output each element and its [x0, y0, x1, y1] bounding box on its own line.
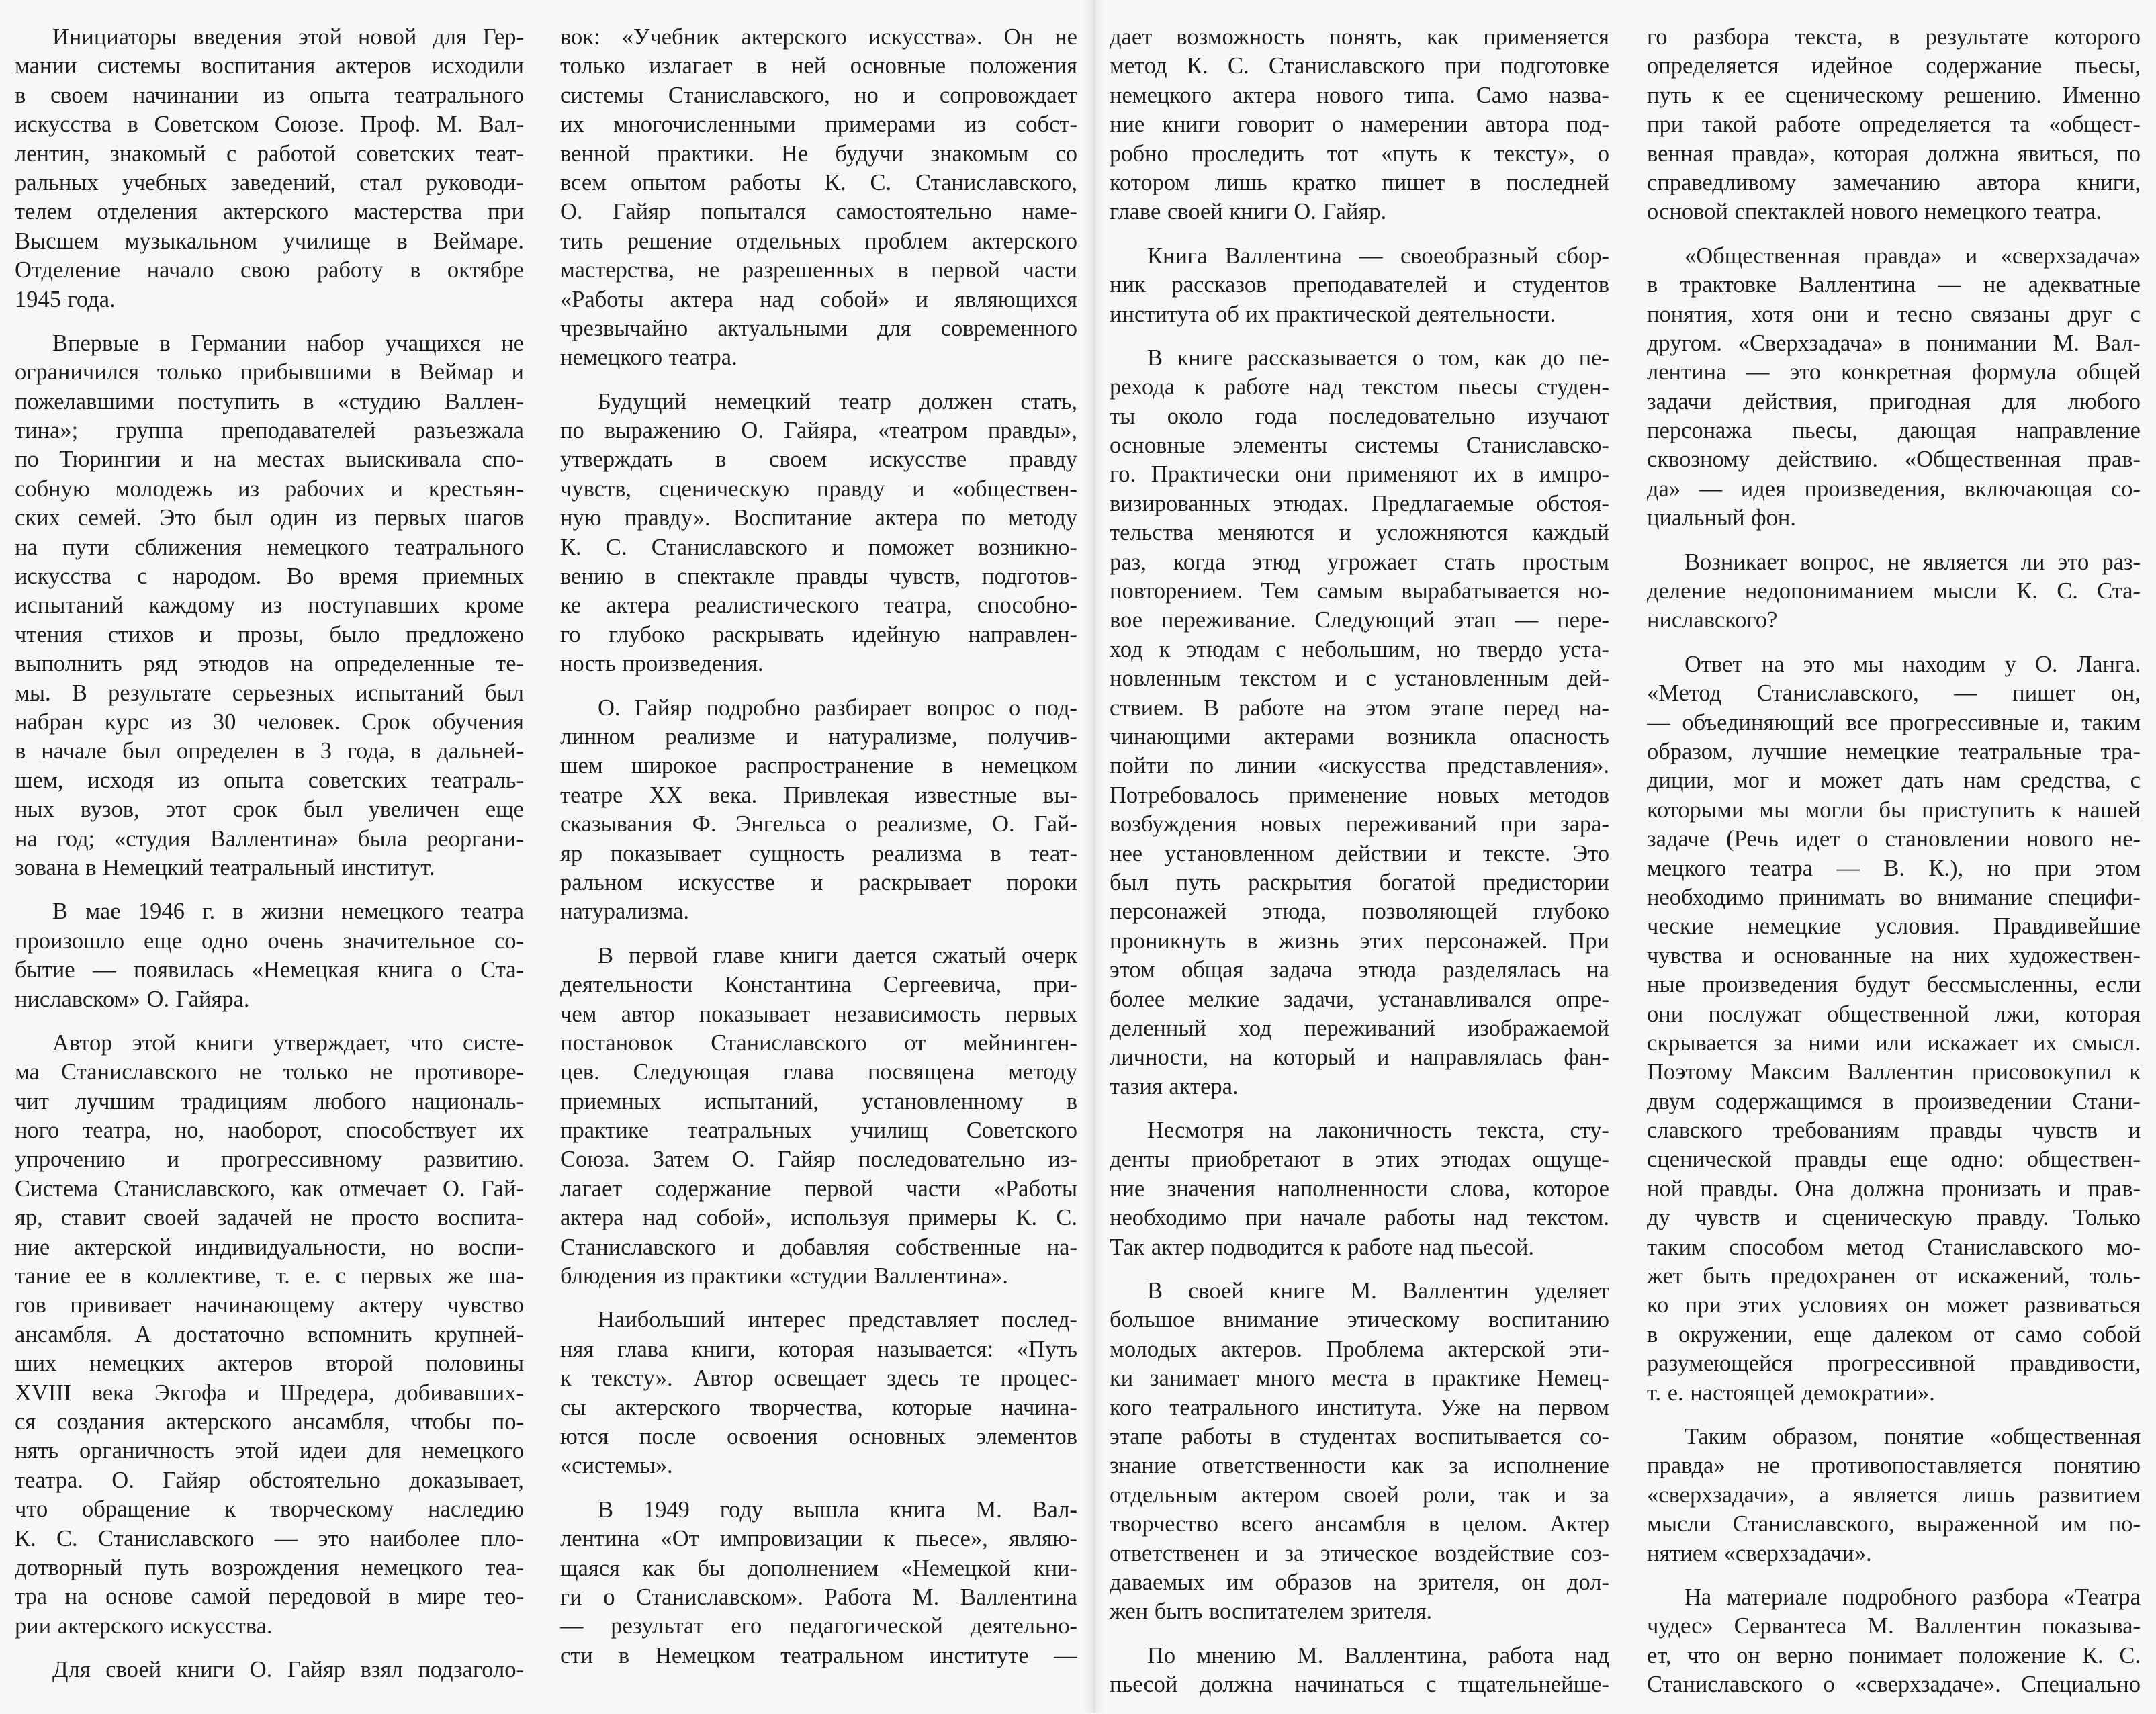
text-line: блюдения из практики «студии Валлентина». [560, 1263, 1009, 1290]
text-line: пожелавшими поступить в «студию Валлен- [15, 388, 524, 414]
text-line: чит лучшим традициям любого националь- [15, 1088, 524, 1114]
text-line: рии актерского искусства. [15, 1613, 273, 1639]
text-line: повторением. Тем самым вырабатывается но- [1110, 578, 1609, 604]
paragraph [1110, 1641, 1609, 1700]
text-line: мастерства, не разрешенных в первой части [560, 257, 1077, 283]
paragraph [1647, 1583, 2141, 1700]
paragraph [1647, 23, 2141, 227]
text-line: венная правда», которая должна явиться, по [1647, 140, 2141, 167]
text-line: натурализма. [560, 899, 689, 925]
text-line: К. С. Станиславского — это наиболее пло- [15, 1525, 524, 1551]
text-line: тра на основе самой передовой в мире тео- [15, 1584, 524, 1610]
paragraph [15, 23, 524, 314]
text-line: этапе работы в студентах воспитывается со- [1110, 1423, 1609, 1449]
text-line: ся создания актерского ансамбля, чтобы по- [15, 1408, 524, 1435]
text-line: необходимо принимать во внимание специфи- [1647, 884, 2141, 910]
text-line: Будущий немецкий театр должен стать, [598, 388, 1077, 414]
text-line: «Работы актера над собой» и являющихся [560, 286, 1077, 312]
text-line: испытаний каждому из поступавших кроме [15, 592, 524, 619]
text-line: по выражению О. Гайяра, «театром правды», [560, 418, 1077, 444]
text-line: щаяся как бы дополнением «Немецкой кни- [560, 1555, 1077, 1581]
text-line: актера над собой», используя примеры К. С. [560, 1205, 1077, 1231]
text-line: института об их практической деятельности. [1110, 301, 1556, 327]
text-line: шем широкое распространение в немецком [560, 753, 1077, 779]
text-line: «сверхзадачи», а является лишь развитием [1647, 1482, 2141, 1508]
paragraph [15, 1656, 524, 1684]
text-line: ограничился только прибывшими в Веймар и [15, 359, 524, 386]
text-line: при такой работе определяется та «общест- [1647, 111, 2141, 138]
text-line: понятия, хотя они и тесно связаны друг с [1647, 301, 2141, 327]
text-line: сквозному действию. «Общественная прав- [1647, 447, 2141, 473]
text-line: мецкого театра — В. К.), но при этом [1647, 855, 2141, 881]
text-line: чтения стихов и прозы, было предложено [15, 621, 524, 647]
text-line: тить решение отдельных проблем актерского [560, 228, 1077, 254]
text-line: был путь раскрытия богатой предистории [1110, 869, 1609, 895]
text-line: утверждать в своем искусстве правду [560, 447, 1077, 473]
text-line: Автор этой книги утверждает, что систе- [52, 1030, 524, 1056]
text-line: деятельности Константина Сергеевича, при- [560, 972, 1077, 998]
text-line: Возникает вопрос, не является ли это раз- [1685, 549, 2141, 575]
text-line: По мнению М. Валлентина, работа над [1147, 1642, 1609, 1668]
text-line: ма Станиславского не только не противоре- [15, 1059, 524, 1085]
text-line: вок: «Учебник актерского искусства». Он не [560, 24, 1077, 50]
text-line: в своем начинании из опыта театрального [15, 82, 524, 108]
text-column-2 [560, 23, 1077, 1685]
text-line: только излагает в ней основные положения [560, 53, 1077, 79]
text-line: ансамбля. А достаточно вспомнить крупней- [15, 1321, 524, 1347]
text-line: Несмотря на лаконичность текста, сту- [1147, 1118, 1609, 1144]
text-line: на пути сближения немецкого театрального [15, 534, 524, 560]
text-line: Высшем музыкальном училище в Веймаре. [15, 228, 524, 254]
text-line: вению в спектакле правды чувств, подготов- [560, 563, 1077, 590]
paragraph [560, 1496, 1077, 1670]
text-line: лагает содержание первой части «Работы [560, 1175, 1077, 1202]
paragraph [1110, 1116, 1609, 1262]
text-line: денты приобретают в этих этюдах ощуще- [1110, 1146, 1609, 1173]
paragraph [1110, 344, 1609, 1101]
text-line: основные элементы системы Станиславско- [1110, 433, 1609, 459]
text-line: главе своей книги О. Гайяр. [1110, 199, 1387, 225]
text-line: образом, лучшие немецкие театральные тра- [1647, 738, 2141, 764]
text-line: проникнуть в жизнь этих персонажей. При [1110, 928, 1609, 954]
text-line: по Тюрингии и на местах выискивала спо- [15, 447, 524, 473]
text-line: в трактовке Валлентина — не адекватные [1647, 272, 2141, 298]
text-line: постановок Станиславского от мейнинген- [560, 1030, 1077, 1056]
text-line: ет, что он верно понимает положение К. С. [1647, 1642, 2141, 1668]
text-line: Инициаторы введения этой новой для Гер- [52, 24, 524, 50]
text-line: таким способом метод Станиславского мо- [1647, 1234, 2141, 1260]
text-line: основой спектаклей нового немецкого театра. [1647, 199, 2102, 225]
text-line: личности, на который и направлялась фан- [1110, 1044, 1609, 1071]
paragraph [15, 897, 524, 1014]
paragraph [560, 942, 1077, 1292]
text-line: Станиславского о «сверхзадаче». Специально [1647, 1672, 2141, 1698]
text-line: яр показывает сущность реализма в теат- [560, 840, 1077, 866]
text-line: 1945 года. [15, 286, 116, 312]
text-line: ты около года последовательно изучают [1110, 403, 1609, 429]
text-line: чувства и основанные на них художествен- [1647, 942, 2141, 968]
text-line: в начале был определен в 3 года, в дальней- [15, 738, 524, 764]
text-line: ниславском» О. Гайяра. [15, 986, 250, 1012]
paragraph [15, 329, 524, 883]
text-line: театре XX века. Привлекая известные вы- [560, 782, 1077, 808]
text-line: выполнить ряд этюдов на определенные те- [15, 651, 524, 677]
text-line: ответственен и за этическое воздействие соз- [1110, 1540, 1609, 1566]
text-line: мании системы воспитания актеров исходили [15, 53, 524, 79]
text-line: чрезвычайно актуальными для современного [560, 315, 1077, 341]
text-line: Для своей книги О. Гайяр взял подзаголо- [52, 1657, 524, 1683]
text-line: справедливому замечанию автора книги, [1647, 169, 2141, 195]
text-line: чувств, сценическую правду и «обществен- [560, 476, 1077, 502]
text-line: гов прививает начинающему актеру чувство [15, 1292, 524, 1318]
text-line: знание ответственности как за исполнение [1110, 1453, 1609, 1479]
text-line: ного театра, но, наоборот, способствует их [15, 1118, 524, 1144]
text-line: В своей книге М. Валлентин уделяет [1147, 1278, 1609, 1304]
text-line: венной практики. Не будучи знакомым со [560, 140, 1077, 167]
text-line: тина»; группа преподавателей разъезжала [15, 418, 524, 444]
text-line: ние значения наполненности слова, которое [1110, 1175, 1609, 1202]
text-line: путь к ее сценическому решению. Именно [1647, 82, 2141, 108]
paragraph [1647, 548, 2141, 635]
text-line: системы Станиславского, но и сопровождает [560, 82, 1077, 108]
text-line: Поэтому Максим Валлентин присовокупил к [1647, 1059, 2141, 1085]
text-line: робно проследить тот «путь к тексту», о [1110, 140, 1609, 167]
text-line: О. Гайяр подробно разбирает вопрос о под- [598, 694, 1077, 721]
text-line: их многочисленными примерами из собст- [560, 111, 1077, 138]
text-line: жет быть предохранен от искажений, толь- [1647, 1263, 2141, 1290]
text-line: Станиславского и добавляя собственные на- [560, 1234, 1077, 1260]
text-line: на год; «студия Валлентина» была реоргани- [15, 825, 524, 852]
text-line: т. е. настоящей демократии». [1647, 1380, 1935, 1406]
text-line: ги о Станиславском». Работа М. Валлентина [560, 1584, 1077, 1610]
paragraph [1647, 650, 2141, 1408]
text-line: Книга Валлентина — своеобразный сбор- [1147, 242, 1609, 269]
text-line: они послужат общественной лжи, которая [1647, 1001, 2141, 1027]
text-line: творчество всего ансамбля в целом. Актер [1110, 1511, 1609, 1537]
paragraph [560, 694, 1077, 927]
text-line: нять органичность этой идеи для немецкого [15, 1438, 524, 1464]
text-line: лентина «От импровизации к пьесе», являю- [560, 1526, 1077, 1552]
text-line: линном реализме и натурализме, получив- [560, 723, 1077, 750]
text-line: Так актер подводится к работе над пьесой. [1110, 1234, 1534, 1260]
paragraph [1110, 242, 1609, 329]
text-line: яр, ставит своей задачей не просто воспита- [15, 1205, 524, 1231]
text-line: задачи действия, пригодная для любого [1647, 388, 2141, 414]
text-line: Потребовалось применение новых методов [1110, 782, 1609, 808]
text-line: мысли Станиславского, выраженной им по- [1647, 1511, 2141, 1537]
paragraph [560, 1306, 1077, 1480]
text-line: лентин, знакомый с работой советских теат- [15, 140, 524, 167]
text-line: — объединяющий все прогрессивные и, таким [1647, 709, 2141, 735]
text-line: В 1949 году вышла книга М. Вал- [598, 1496, 1077, 1523]
text-line: XVIII века Экгофа и Шредера, добивавших- [15, 1380, 524, 1406]
text-line: лентина — это конкретная формула общей [1647, 359, 2141, 386]
text-line: ральном искусстве и раскрывает пороки [560, 869, 1077, 895]
text-line: сти в Немецком театральном институте — [560, 1642, 1077, 1668]
text-line: практике театральных училищ Советского [560, 1118, 1077, 1144]
text-line: искусства с народом. Во время приемных [15, 563, 524, 590]
text-line: сы актерского творчества, которые начина- [560, 1394, 1077, 1420]
paragraph [1647, 1423, 2141, 1568]
text-line: определяется идейное содержание пьесы, [1647, 53, 2141, 79]
text-line: ду чувств и сценическую правду. Только [1647, 1205, 2141, 1231]
text-line: раз, когда этюд угрожает стать простым [1110, 549, 1609, 575]
text-line: пьесой должна начинаться с тщательнейше- [1110, 1672, 1609, 1698]
text-line: О. Гайяр попытался самостоятельно наме- [560, 199, 1077, 225]
text-line: собную молодежь из рабочих и крестьян- [15, 476, 524, 502]
text-line: новленным текстом и с установленным дей- [1110, 666, 1609, 692]
text-line: немецкого актера нового типа. Само назва- [1110, 82, 1609, 108]
text-line: ральных учебных заведений, стал руководи- [15, 169, 524, 195]
text-line: Отделение начало свою работу в октябре [15, 257, 524, 283]
text-line: ход к этюдам с небольшим, но твердо уста- [1110, 636, 1609, 662]
paragraph [560, 23, 1077, 373]
text-line: ние книги говорит о намерении автора под- [1110, 111, 1609, 138]
paragraph [1647, 242, 2141, 533]
text-line: что обращение к творческому наследию [15, 1496, 524, 1523]
page-fold-shadow [1083, 0, 1106, 1713]
text-line: зована в Немецкий театральный институт. [15, 854, 435, 881]
text-line: чем автор показывает независимость первых [560, 1001, 1077, 1027]
text-line: этом общая задача этюда разделялась на [1110, 957, 1609, 983]
text-line: тельства меняются и усложняются каждый [1110, 520, 1609, 546]
paragraph [1110, 23, 1609, 227]
text-line: котором лишь кратко пишет в последней [1110, 169, 1609, 195]
text-line: деленный ход переживаний изображаемой [1110, 1015, 1609, 1041]
text-line: «Метод Станиславского, — пишет он, [1647, 680, 2141, 707]
text-line: визированных этюдах. Предлагаемые обстоя- [1110, 490, 1609, 516]
text-line: Таким образом, понятие «общественная [1685, 1423, 2141, 1449]
paragraph [560, 388, 1077, 679]
text-line: персонажа пьесы, дающая направление [1647, 418, 2141, 444]
text-line: го. Практически они применяют их в импро- [1110, 461, 1609, 488]
text-line: рехода к работе над текстом пьесы студен- [1110, 374, 1609, 400]
text-line: чудес» Сервантеса М. Валлентин показыва- [1647, 1613, 2141, 1639]
text-line: Впервые в Германии набор учащихся не [52, 330, 524, 356]
text-line: ших немецких актеров второй половины [15, 1351, 524, 1377]
text-line: чинающими актерами возникла опасность [1110, 723, 1609, 750]
text-line: которыми мы могли бы приступить к нашей [1647, 797, 2141, 823]
text-line: ки занимает много места в практике Немец- [1110, 1365, 1609, 1392]
text-line: сказывания Ф. Энгельса о реализме, О. Гай- [560, 811, 1077, 838]
text-line: цев. Следующая глава посвящена методу [560, 1059, 1077, 1085]
text-line: более мелкие задачи, устанавливался опре- [1110, 986, 1609, 1012]
text-line: да» — идея произведения, включающая со- [1647, 476, 2141, 502]
text-line: задаче (Речь идет о становлении нового не- [1647, 826, 2141, 852]
text-line: деление недопониманием мысли К. С. Ста- [1647, 578, 2141, 604]
text-column-3 [1110, 23, 1609, 1714]
text-line: в окружении, еще далеком от само собой [1647, 1321, 2141, 1347]
text-line: кого театрального института. Уже на первом [1110, 1394, 1609, 1420]
text-line: ниславского? [1647, 607, 1778, 633]
text-line: дотворный путь возрождения немецкого теа- [15, 1554, 524, 1580]
text-line: вое переживание. Следующий этап — пере- [1110, 607, 1609, 633]
text-line: ность произведения. [560, 651, 764, 677]
text-line: Союза. Затем О. Гайяр последовательно из- [560, 1146, 1077, 1173]
text-line: жен быть воспитателем зрителя. [1110, 1598, 1433, 1625]
text-line: В первой главе книги дается сжатый очерк [598, 942, 1077, 968]
text-line: ние актерской индивидуальности, но воспи- [15, 1234, 524, 1260]
text-line: произошло еще одно очень значительное со- [15, 928, 524, 954]
text-line: ник рассказов преподавателей и студентов [1110, 272, 1609, 298]
paragraph [15, 1029, 524, 1641]
text-line: ко при этих условиях он может развиваться [1647, 1292, 2141, 1318]
text-line: метод К. С. Станиславского при подготовке [1110, 53, 1609, 79]
text-line: даваемых им образов на зрителя, он дол- [1110, 1569, 1609, 1595]
text-line: пойти по линии «искусства представления». [1110, 753, 1609, 779]
text-line: няя глава книги, которая называется: «Путь [560, 1336, 1077, 1362]
text-line: го разбора текста, в результате которого [1647, 24, 2141, 50]
text-line: театра. О. Гайяр обстоятельно доказывает, [15, 1467, 524, 1493]
text-line: бытие — появилась «Немецкая книга о Ста- [15, 957, 524, 983]
text-line: ную правду». Воспитание актера по методу [560, 505, 1077, 531]
text-line: ные произведения будут бессмысленны, если [1647, 972, 2141, 998]
text-line: другом. «Сверхзадача» в понимании М. Вал- [1647, 330, 2141, 356]
text-line: Ответ на это мы находим у О. Ланга. [1685, 651, 2141, 677]
text-line: скрывается за ними или искажает их смысл. [1647, 1030, 2141, 1056]
paragraph [1110, 1277, 1609, 1627]
text-line: шем, исходя из опыта советских театраль- [15, 767, 524, 793]
text-line: искусства в Советском Союзе. Проф. М. Вал- [15, 111, 524, 138]
text-line: тазия актера. [1110, 1073, 1239, 1099]
text-line: большое внимание этическому воспитанию [1110, 1307, 1609, 1333]
text-line: Система Станиславского, как отмечает О. Гай- [15, 1175, 524, 1202]
text-line: разумеющейся прогрессивной правдивости, [1647, 1351, 2141, 1377]
text-line: тание ее в коллективе, т. е. с первых же ша- [15, 1263, 524, 1290]
text-line: ствием. В работе на этом этапе перед на- [1110, 694, 1609, 721]
text-line: отдельным актером своей роли, так и за [1110, 1482, 1609, 1508]
text-line: ются после освоения основных элементов [560, 1423, 1077, 1449]
text-line: ной правды. Она должна пронизать и прав- [1647, 1175, 2141, 1202]
text-line: приемных испытаний, установленному в [560, 1088, 1077, 1114]
text-line: нее установленном действии и тексте. Это [1110, 840, 1609, 866]
text-line: к тексту». Автор освещает здесь те процес- [560, 1365, 1077, 1392]
text-line: двум содержащимся в произведении Стани- [1647, 1088, 2141, 1114]
text-line: немецкого театра. [560, 345, 737, 371]
text-column-1 [15, 23, 524, 1699]
text-line: сценической правды еще одно: обществен- [1647, 1146, 2141, 1173]
text-line: К. С. Станиславского и поможет возникно- [560, 534, 1077, 560]
text-line: В книге рассказывается о том, как до пе- [1147, 345, 1609, 371]
text-line: необходимо при начале работы над текстом. [1110, 1205, 1609, 1231]
text-line: набран курс из 30 человек. Срок обучения [15, 709, 524, 735]
text-line: циальный фон. [1647, 505, 1796, 531]
text-line: телем отделения актерского мастерства при [15, 199, 524, 225]
text-line: Наибольший интерес представляет послед- [598, 1307, 1077, 1333]
text-line: «Общественная правда» и «сверхзадача» [1685, 242, 2141, 269]
text-line: ке актера реалистического театра, способно- [560, 592, 1077, 619]
text-line: правда» не противопоставляется понятию [1647, 1453, 2141, 1479]
text-line: го глубоко раскрывать идейную направлен- [560, 621, 1077, 647]
text-line: дает возможность понять, как применяется [1110, 24, 1609, 50]
text-line: упрочению и прогрессивному развитию. [15, 1146, 524, 1173]
text-line: На материале подробного разбора «Театра [1685, 1584, 2141, 1610]
text-line: молодых актеров. Проблема актерской эти- [1110, 1336, 1609, 1362]
text-line: мы. В результате серьезных испытаний был [15, 680, 524, 706]
text-line: нятием «сверхзадачи». [1647, 1540, 1872, 1566]
text-line: диции, мог и может дать нам средства, с [1647, 768, 2141, 794]
text-line: ных вузов, этот срок был увеличен еще [15, 797, 524, 823]
text-line: ских семей. Это был один из первых шагов [15, 505, 524, 531]
text-line: славского требованиям правды чувств и [1647, 1118, 2141, 1144]
text-line: персонажей этюда, позволяющей глубоко [1110, 899, 1609, 925]
text-line: всем опытом работы К. С. Станиславского, [560, 169, 1077, 195]
text-line: «системы». [560, 1453, 673, 1479]
text-line: возбуждения новых переживаний при зара- [1110, 811, 1609, 838]
text-line: В мае 1946 г. в жизни немецкого театра [52, 899, 524, 925]
text-line: — результат его педагогической деятельно- [560, 1613, 1077, 1639]
text-column-4 [1647, 23, 2141, 1714]
text-line: ческие немецкие условия. Правдивейшие [1647, 913, 2141, 940]
